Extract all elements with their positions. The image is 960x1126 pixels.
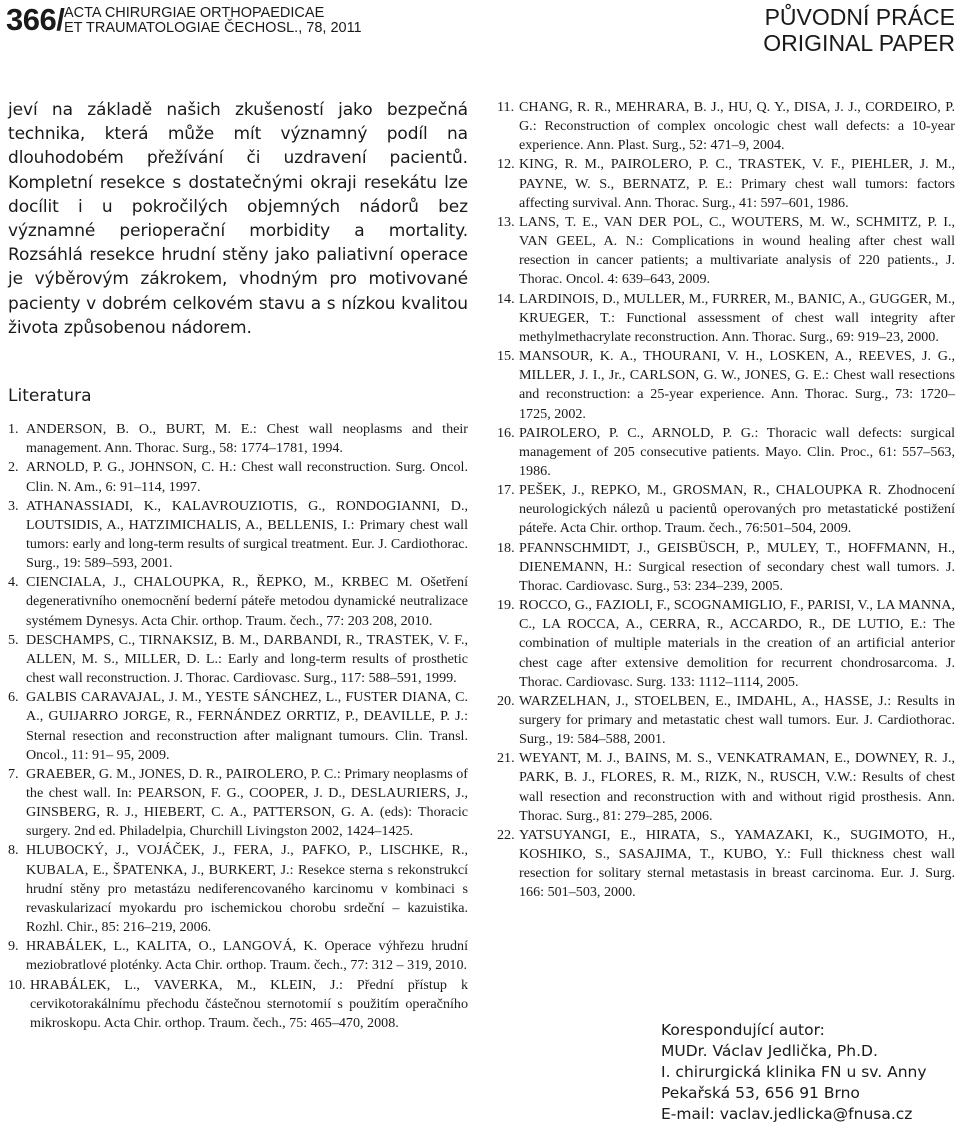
reference-text: ATHANASSIADI, K., KALAVROUZIOTIS, G., RONDOGIANNI, D., LOUTSIDIS, A., HATZIMICHALIS, A., BELLENIS, I.: Primary chest wall tumors: early and long-term results of surgical treatment. Eur. J. Cardiothorac. Surg., 19: 589–593, 2001. bbox=[26, 497, 468, 572]
reference-number: 22. bbox=[497, 826, 515, 843]
reference-text: GALBIS CARAVAJAL, J. M., YESTE SÁNCHEZ, L., FUSTER DIANA, C. A., GUIJARRO JORGE, R., FERNÁNDEZ ORRTIZ, P., DEAVILLE, P. J.: Sternal resection and reconstruction after malignant tumours. Clin. Transl. Oncol., 11: 91– 95, 2009. bbox=[26, 689, 468, 763]
right-column bbox=[497, 98, 955, 903]
reference-item bbox=[497, 749, 955, 826]
reference-number: 18. bbox=[497, 539, 515, 556]
correspondence-name: MUDr. Václav Jedlička, Ph.D. bbox=[661, 1042, 878, 1060]
reference-text: DESCHAMPS, C., TIRNAKSIZ, B. M., DARBANDI, R., TRASTEK, V. F., ALLEN, M. S., MILLER, D. L.: Early and long-term results of prosthetic chest wall reconstruction. J. Thorac. Cardiovasc. Surg., 117: 588–591, 1999. bbox=[26, 631, 468, 687]
reference-text: PFANNSCHMIDT, J., GEISBÜSCH, P., MULEY, T., HOFFMANN, H., DIENEMANN, H.: Surgical resection of secondary chest wall tumors. J. Thorac. Cardiovasc. Surg., 53: 234–239, 2005. bbox=[519, 539, 955, 594]
reference-number: 14. bbox=[497, 290, 515, 307]
reference-item bbox=[497, 596, 955, 692]
reference-number: 3. bbox=[8, 497, 19, 514]
reference-number: 17. bbox=[497, 482, 515, 499]
reference-item bbox=[8, 573, 468, 630]
reference-item bbox=[8, 688, 468, 765]
reference-number: 4. bbox=[8, 574, 19, 591]
reference-text: CIENCIALA, J., CHALOUPKA, R., ŘEPKO, M., KRBEC M. Ošetření degenerativního onemocnění bederní páteře metodou dynamické neutralizace systémem Dynesys. Acta Chir. orthop. Traum. čech., 77: 203 208, 2010. bbox=[26, 574, 468, 629]
reference-number: 6. bbox=[8, 689, 19, 706]
left-column bbox=[8, 98, 468, 1033]
reference-item bbox=[8, 458, 468, 496]
reference-text: ANDERSON, B. O., BURT, M. E.: Chest wall neoplasms and their management. Ann. Thorac. Surg., 58: 1774–1781, 1994. bbox=[26, 421, 468, 457]
reference-item bbox=[497, 481, 955, 538]
reference-item bbox=[8, 497, 468, 574]
reference-text: KING, R. M., PAIROLERO, P. C., TRASTEK, V. F., PIEHLER, J. M., PAYNE, W. S., BERNATZ, P. E.: Primary chest wall tumors: factors affecting survival. Ann. Thorac. Surg., 41: 597–601, 1986. bbox=[519, 156, 955, 211]
reference-number: 2. bbox=[8, 459, 19, 476]
reference-text: PEŠEK, J., REPKO, M., GROSMAN, R., CHALOUPKA R. Zhodnocení neurologických nálezů u pacientů operovaných pro metastatické postižení páteře. Acta Chir. orthop. Traum. čech., 76:501–504, 2009. bbox=[519, 482, 955, 537]
reference-item bbox=[497, 98, 955, 155]
journal-line-1: ACTA CHIRURGIAE ORTHOPAEDICAE bbox=[64, 5, 325, 21]
reference-item bbox=[8, 631, 468, 688]
reference-text: HLUBOCKÝ, J., VOJÁČEK, J., FERA, J., PAFKO, P., LISCHKE, R., KUBALA, E., ŠPATENKA, J., BURKERT, J.: Resekce sterna s rekonstrukcí hrudní stěny pro metastázu nediferencovaného karcinomu v kombinaci s revaskularizací myokardu pro ischemickou chorobu srdeční – kazuistika. Rozhl. Chir., 85: 216–219, 2006. bbox=[26, 842, 468, 936]
reference-text: ROCCO, G., FAZIOLI, F., SCOGNAMIGLIO, F., PARISI, V., LA MANNA, C., LA ROCCA, A., CERRA, R., ACCARDO, R., DE LUTIO, E.: The combination of multiple materials in the creation of an artificial anterior chest cage after extensive demolition for recurrent chondrosarcoma. J. Thorac. Cardiovasc. Surg. 133: 1112–1114, 2005. bbox=[519, 597, 955, 690]
correspondence-block bbox=[661, 1020, 956, 1125]
reference-item bbox=[497, 290, 955, 347]
reference-number: 1. bbox=[8, 421, 19, 438]
reference-text: WARZELHAN, J., STOELBEN, E., IMDAHL, A., HASSE, J.: Results in surgery for primary and metastatic chest wall tumors. Eur. J. Cardiothorac. Surg., 19: 584–588, 2001. bbox=[519, 692, 955, 748]
reference-item bbox=[497, 539, 955, 596]
reference-item bbox=[497, 347, 955, 424]
reference-number: 12. bbox=[497, 156, 515, 173]
correspondence-email[interactable]: E-mail: vaclav.jedlicka@fnusa.cz bbox=[661, 1105, 913, 1123]
reference-number: 8. bbox=[8, 842, 19, 859]
reference-item bbox=[8, 420, 468, 458]
reference-number: 20. bbox=[497, 692, 515, 709]
reference-number: 13. bbox=[497, 213, 515, 230]
reference-number: 5. bbox=[8, 631, 19, 648]
reference-item bbox=[8, 765, 468, 842]
reference-number: 10. bbox=[8, 976, 26, 993]
reference-item bbox=[8, 937, 468, 975]
reference-text: ARNOLD, P. G., JOHNSON, C. H.: Chest wall reconstruction. Surg. Oncol. Clin. N. Am., 6: 91–114, 1997. bbox=[26, 459, 468, 495]
correspondence-address: Pekařská 53, 656 91 Brno bbox=[661, 1084, 860, 1102]
body-paragraph: jeví na základě našich zkušeností jako bezpečná technika, která může mít významný podíl na dlouhodobém přežívání či uzdravení pacientů. Kompletní resekce s dostatečnými okraji resekátu lze docílit i u pokročilých objemných nádorů bez významné perioperační morbidity a mortality. Rozsáhlá resekce hrudní stěny jako paliativní operace je výběrovým zákrokem, vhodným pro motivované pacienty v dobrém celkovém stavu a s nízkou kvalitou života způsobenou nádorem. bbox=[8, 100, 468, 338]
reference-text: GRAEBER, G. M., JONES, D. R., PAIROLERO, P. C.: Primary neoplasms of the chest wall. In: PEARSON, F. G., COOPER, J. D., DESLAURIERS, J., GINSBERG, R. J., HIEBERT, C. A., PATTERSON, G. A. (eds): Thoracic surgery. 2nd ed. Philadelpia, Churchill Livingston 2002, 1424–1425. bbox=[26, 765, 468, 840]
reference-number: 21. bbox=[497, 750, 515, 767]
journal-name bbox=[64, 6, 362, 36]
literature-heading: Literatura bbox=[8, 386, 92, 407]
journal-line-2: ET TRAUMATOLOGIAE ČECHOSL., 78, 2011 bbox=[64, 20, 362, 36]
paper-type bbox=[763, 4, 955, 56]
reference-list-right bbox=[497, 98, 955, 903]
reference-number: 19. bbox=[497, 597, 515, 614]
reference-item bbox=[497, 155, 955, 212]
reference-item bbox=[8, 976, 468, 1033]
reference-text: PAIROLERO, P. C., ARNOLD, P. G.: Thoracic wall defects: surgical management of 205 consecutive patients. Mayo. Clin. Proc., 61: 557–563, 1986. bbox=[519, 424, 955, 479]
reference-text: LARDINOIS, D., MULLER, M., FURRER, M., BANIC, A., GUGGER, M., KRUEGER, T.: Functional assessment of chest wall integrity after methylmethacrylate reconstruction. Ann. Thorac. Surg., 69: 919–23, 2000. bbox=[519, 290, 955, 345]
reference-item bbox=[497, 826, 955, 903]
reference-text: HRABÁLEK, L., KALITA, O., LANGOVÁ, K. Operace výhřezu hrudní meziobratlové ploténky. Acta Chir. orthop. Traum. čech., 77: 312 – 319, 2010. bbox=[26, 938, 468, 974]
reference-number: 9. bbox=[8, 938, 19, 955]
correspondence-heading: Korespondující autor: bbox=[661, 1021, 825, 1039]
reference-text: LANS, T. E., VAN DER POL, C., WOUTERS, M. W., SCHMITZ, P. I., VAN GEEL, A. N.: Complications in wound healing after chest wall resection in cancer patients; a multivariate analysis of 220 patients., J. Thorac. Oncol. 4: 639–643, 2009. bbox=[519, 213, 955, 288]
paper-type-czech: PŮVODNÍ PRÁCE bbox=[764, 4, 955, 30]
reference-number: 16. bbox=[497, 424, 515, 441]
reference-list-left bbox=[8, 420, 468, 1033]
reference-item bbox=[497, 213, 955, 290]
reference-text: MANSOUR, K. A., THOURANI, V. H., LOSKEN, A., REEVES, J. G., MILLER, J. I., Jr., CARLSON, G. W., JONES, G. E.: Chest wall resections and reconstruction: a 25-year experience. Ann. Thorac. Surg., 73: 1720–1725, 2002. bbox=[519, 348, 955, 422]
reference-number: 11. bbox=[497, 99, 515, 115]
reference-text: YATSUYANGI, E., HIRATA, S., YAMAZAKI, K., SUGIMOTO, H., KOSHIKO, S., SASAJIMA, T., KUBO, Y.: Full thickness chest wall resection for solitary sternal metastasis in breast carcinoma. Eur. J. Surg. 166: 501–503, 2000. bbox=[519, 826, 955, 901]
correspondence-clinic: I. chirurgická klinika FN u sv. Anny bbox=[661, 1063, 927, 1081]
reference-text: WEYANT, M. J., BAINS, M. S., VENKATRAMAN, E., DOWNEY, R. J., PARK, B. J., FLORES, R. M., RIZK, N., RUSCH, V.W.: Results of chest wall resection and reconstruction with and without rigid prosthesis. Ann. Thorac. Surg., 81: 279–285, 2006. bbox=[519, 750, 955, 824]
reference-number: 7. bbox=[8, 765, 19, 782]
page-number: 366/ bbox=[6, 2, 65, 37]
reference-text: CHANG, R. R., MEHRARA, B. J., HU, Q. Y., DISA, J. J., CORDEIRO, P. G.: Reconstruction of complex oncologic chest wall defects: a 10-year experience. Ann. Plast. Surg., 52: 471–9, 2004. bbox=[519, 99, 955, 154]
reference-text: HRABÁLEK, L., VAVERKA, M., KLEIN, J.: Přední přístup k cervikotorakálnímu přechodu částečnou sternotomií s použitím operačního mikroskopu. Acta Chir. orthop. Traum. čech., 75: 465–470, 2008. bbox=[30, 976, 468, 1031]
page-header bbox=[0, 0, 960, 62]
reference-number: 15. bbox=[497, 348, 515, 365]
reference-item bbox=[497, 424, 955, 481]
reference-item bbox=[8, 841, 468, 937]
reference-item bbox=[497, 692, 955, 749]
paper-type-english: ORIGINAL PAPER bbox=[763, 30, 955, 56]
